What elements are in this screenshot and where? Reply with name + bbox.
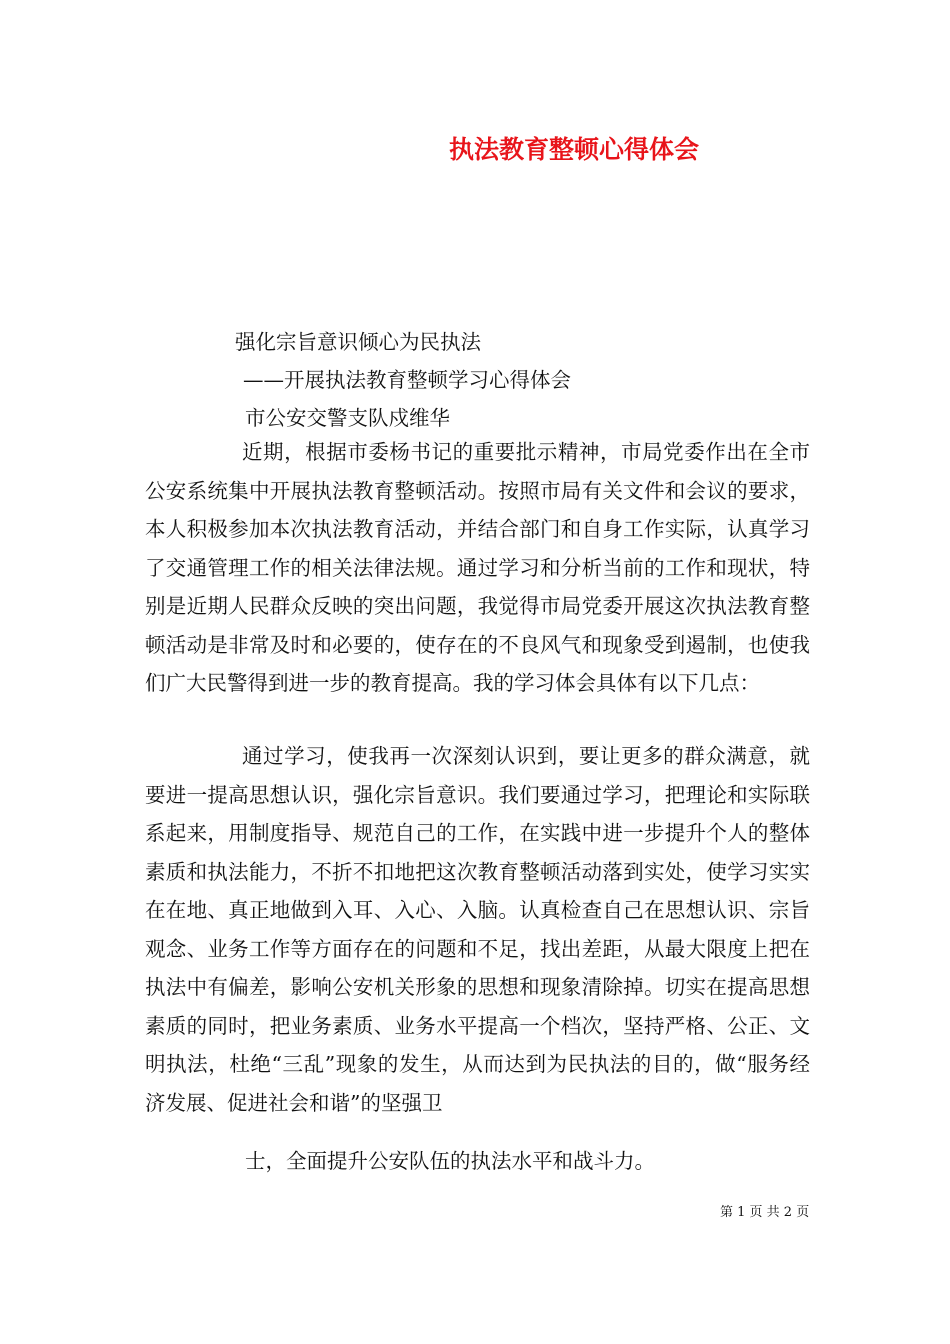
body-paragraph: 通过学习，使我再一次深刻认识到，要让更多的群众满意，就要进一提高思想认识，强化宗旨意识。我们要通过学习，把理论和实际联系起来，用制度指导、规范自己的工作，在实践中进一步提升个人的整体素质和执法能力，不折不扣地把这次教育整顿活动落到实处，使学习实实在在地、真正地做到入耳、入心、入脑。认真检查自己在思想认识、宗旨观念、业务工作等方面存在的问题和不足，找出差距，从最大限度上把在执法中有偏差，影响公安机关形象的思想和现象清除掉。切实在提高思想素质的同时，把业务素质、业务水平提高一个档次，坚持严格、公正、文明执法，杜绝“三乱”现象的发生，从而达到为民执法的目的，做“服务经济发展、促进社会和谐”的坚强卫	[145, 744, 810, 1115]
document-title: 执法教育整顿心得体会	[449, 135, 700, 164]
article-heading: 强化宗旨意识倾心为民执法	[235, 330, 481, 354]
body-paragraph-continuation: 士，全面提升公安队伍的执法水平和战斗力。	[245, 1149, 655, 1173]
article-author: 市公安交警支队戍维华	[245, 406, 450, 430]
body-paragraph: 近期，根据市委杨书记的重要批示精神，市局党委作出在全市公安系统集中开展执法教育整顿活动。按照市局有关文件和会议的要求，本人积极参加本次执法教育活动，并结合部门和自身工作实际，认真学习了交通管理工作的相关法律法规。通过学习和分析当前的工作和现状，特别是近期人民群众反映的突出问题，我觉得市局党委开展这次执法教育整顿活动是非常及时和必要的，使存在的不良风气和现象受到遏制，也使我们广大民警得到进一步的教育提高。我的学习体会具体有以下几点：	[145, 440, 810, 695]
page-number-footer: 第 1 页 共 2 页	[720, 1205, 810, 1220]
body-paragraph-2-block	[145, 737, 810, 1122]
article-subheading: ——开展执法教育整顿学习心得体会	[243, 368, 571, 392]
body-paragraph-1-block	[145, 433, 810, 703]
